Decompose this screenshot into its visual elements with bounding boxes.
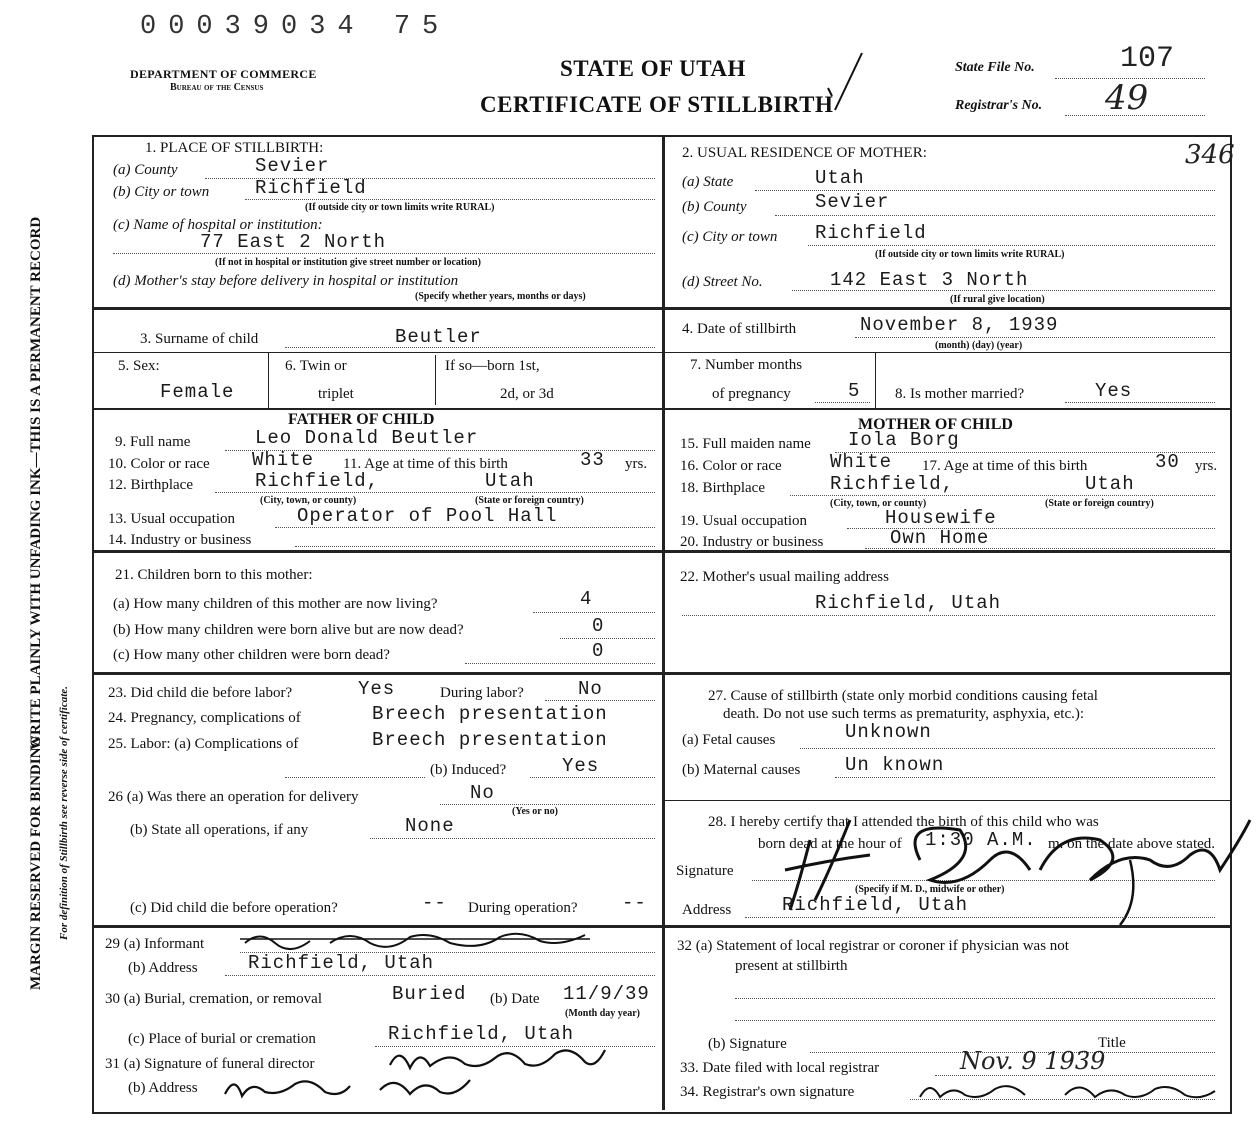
father-heading: FATHER OF CHILD	[288, 411, 435, 428]
stay-label: (d) Mother's stay before delivery in hospital or institution	[113, 273, 459, 289]
registrar-own-sig-label: 34. Registrar's own signature	[680, 1084, 855, 1100]
married-label: 8. Is mother married?	[895, 386, 1025, 402]
months-value: 5	[848, 380, 861, 402]
father-age-label: 11. Age at time of this birth	[343, 456, 508, 472]
registrar-number-label: Registrar's No.	[955, 98, 1043, 113]
res-city-note: (If outside city or town limits write RURAL)	[875, 249, 1065, 260]
father-birthplace-state: Utah	[485, 470, 535, 492]
director-address-label: (b) Address	[128, 1080, 198, 1096]
father-name-value: Leo Donald Beutler	[255, 427, 479, 449]
dead-value: 0	[592, 615, 605, 637]
father-birthplace-city: Richfield,	[255, 470, 380, 492]
surname-label: 3. Surname of child	[140, 331, 259, 347]
mailing-label: 22. Mother's usual mailing address	[680, 569, 889, 585]
burial-date-value: 11/9/39	[563, 983, 650, 1005]
certify-signature-note: (Specify if M. D., midwife or other)	[855, 884, 1005, 895]
mother-birthplace-note-a: (City, town, or county)	[830, 498, 927, 509]
registrar-signature-label: (b) Signature	[708, 1036, 787, 1052]
department-name: DEPARTMENT OF COMMERCE	[130, 67, 317, 81]
father-occupation-value: Operator of Pool Hall	[297, 505, 558, 527]
father-race-value: White	[252, 449, 315, 471]
hospital-note: (If not in hospital or institution give street number or location)	[215, 257, 481, 268]
maternal-value: Un known	[845, 754, 945, 776]
header-pen-stroke	[820, 48, 870, 118]
serial-number: 00039034 75	[140, 12, 451, 42]
director-address-handwriting	[220, 1068, 480, 1104]
during-op-label: During operation?	[468, 900, 578, 916]
corner-number: 346	[1185, 140, 1235, 170]
res-street-label: (d) Street No.	[682, 274, 763, 290]
operation-value: No	[470, 782, 495, 804]
res-county-value: Sevier	[815, 191, 890, 213]
date-filed-value: Nov. 9 1939	[960, 1047, 1106, 1075]
living-label: (a) How many children of this mother are now living?	[113, 596, 438, 612]
mother-name-value: Iola Borg	[848, 429, 960, 451]
mother-birthplace-note-b: (State or foreign country)	[1045, 498, 1154, 509]
certify-address-value: Richfield, Utah	[782, 894, 969, 916]
burial-label: 30 (a) Burial, cremation, or removal	[105, 991, 323, 1007]
stillborn-label: (c) How many other children were born dead?	[113, 647, 390, 663]
fetal-label: (a) Fetal causes	[682, 732, 776, 748]
res-street-value: 142 East 3 North	[830, 269, 1029, 291]
burial-value: Buried	[392, 983, 467, 1005]
dead-label: (b) How many children were born alive but are now dead?	[113, 622, 464, 638]
father-age-unit: yrs.	[625, 456, 648, 472]
bureau-name: Bureau of the Census	[170, 82, 264, 93]
director-label: 31 (a) Signature of funeral director	[105, 1056, 315, 1072]
margin-ink-text: WRITE PLAINLY WITH UNFADING INK—THIS IS A PERMANENT RECORD	[28, 216, 44, 750]
informant-address-value: Richfield, Utah	[248, 952, 435, 974]
mailing-value: Richfield, Utah	[815, 592, 1002, 614]
during-labor-label: During labor?	[440, 685, 524, 701]
certify-address-label: Address	[682, 902, 732, 918]
before-op-value: --	[422, 892, 447, 914]
city-note: (If outside city or town limits write RURAL)	[305, 202, 495, 213]
induced-label: (b) Induced?	[430, 762, 507, 778]
operations-value: None	[405, 815, 455, 837]
maternal-label: (b) Maternal causes	[682, 762, 801, 778]
mother-industry-label: 20. Industry or business	[680, 534, 824, 550]
sex-value: Female	[160, 381, 235, 403]
burial-place-value: Richfield, Utah	[388, 1023, 575, 1045]
mother-occupation-value: Housewife	[885, 507, 997, 529]
cause-heading-a: 27. Cause of stillbirth (state only morbid conditions causing fetal	[708, 688, 1098, 704]
hospital-value: 77 East 2 North	[200, 231, 387, 253]
state-title: STATE OF UTAH	[560, 56, 746, 81]
res-city-label: (c) City or town	[682, 229, 778, 245]
cause-heading-b: death. Do not use such terms as prematurity, asphyxia, etc.):	[723, 706, 1085, 722]
res-county-label: (b) County	[682, 199, 747, 215]
yes-or-no-note: (Yes or no)	[512, 806, 558, 817]
mother-name-label: 15. Full maiden name	[680, 436, 811, 452]
pregnancy-label: 24. Pregnancy, complications of	[108, 710, 301, 726]
informant-label: 29 (a) Informant	[105, 936, 205, 952]
twin-label-a: 6. Twin or	[285, 358, 347, 374]
induced-value: Yes	[562, 755, 600, 777]
born-label-a: If so—born 1st,	[445, 358, 540, 374]
registrar-signature	[915, 1075, 1225, 1105]
stay-note: (Specify whether years, months or days)	[415, 291, 586, 302]
certify-text-b: born dead at the hour of	[758, 836, 902, 852]
father-race-label: 10. Color or race	[108, 456, 210, 472]
during-op-value: --	[622, 892, 647, 914]
informant-signature	[240, 925, 600, 955]
res-city-value: Richfield	[815, 222, 927, 244]
burial-date-label: (b) Date	[490, 991, 540, 1007]
sex-label: 5. Sex:	[118, 358, 160, 374]
pregnancy-value: Breech presentation	[372, 703, 608, 725]
children-heading: 21. Children born to this mother:	[115, 567, 313, 583]
date-value: November 8, 1939	[860, 314, 1059, 336]
twin-label-b: triplet	[318, 386, 354, 402]
operation-label: 26 (a) Was there an operation for delivery	[108, 789, 359, 805]
county-value: Sevier	[255, 155, 330, 177]
date-filed-label: 33. Date filed with local registrar	[680, 1060, 880, 1076]
place-heading: 1. PLACE OF STILLBIRTH:	[145, 140, 324, 156]
father-occupation-label: 13. Usual occupation	[108, 511, 236, 527]
surname-value: Beutler	[395, 326, 482, 348]
county-label: (a) County	[113, 162, 178, 178]
mother-heading: MOTHER OF CHILD	[858, 416, 1013, 433]
mother-birthplace-label: 18. Birthplace	[680, 480, 765, 496]
during-labor-value: No	[578, 678, 603, 700]
operations-label: (b) State all operations, if any	[130, 822, 309, 838]
burial-date-note: (Month day year)	[565, 1008, 640, 1019]
hospital-label: (c) Name of hospital or institution:	[113, 217, 323, 233]
before-op-label: (c) Did child die before operation?	[130, 900, 338, 916]
res-street-note: (If rural give location)	[950, 294, 1045, 305]
certificate-title: CERTIFICATE OF STILLBIRTH	[480, 92, 834, 117]
father-industry-label: 14. Industry or business	[108, 532, 252, 548]
mother-birthplace-city: Richfield,	[830, 473, 955, 495]
informant-address-label: (b) Address	[128, 960, 198, 976]
state-file-label: State File No.	[955, 60, 1035, 75]
mother-industry-value: Own Home	[890, 527, 990, 549]
mother-occupation-label: 19. Usual occupation	[680, 513, 808, 529]
registrar-statement-b: present at stillbirth	[735, 958, 848, 974]
living-value: 4	[580, 588, 593, 610]
mother-age-unit: yrs.	[1195, 458, 1218, 474]
father-birthplace-label: 12. Birthplace	[108, 477, 193, 493]
margin-binding-text: MARGIN RESERVED FOR BINDING	[28, 735, 44, 990]
father-age-value: 33	[580, 449, 605, 471]
registrar-statement-a: 32 (a) Statement of local registrar or coroner if physician was not	[677, 938, 1069, 954]
father-name-label: 9. Full name	[115, 434, 191, 450]
city-value: Richfield	[255, 177, 367, 199]
residence-heading: 2. USUAL RESIDENCE OF MOTHER:	[682, 145, 927, 161]
before-labor-label: 23. Did child die before labor?	[108, 685, 293, 701]
mother-age-value: 30	[1155, 451, 1180, 473]
months-label-b: of pregnancy	[712, 386, 791, 402]
mother-birthplace-state: Utah	[1085, 473, 1135, 495]
labor-value: Breech presentation	[372, 729, 608, 751]
res-state-label: (a) State	[682, 174, 734, 190]
registrar-title-label: Title	[1098, 1035, 1126, 1051]
mother-age-label: 17. Age at time of this birth	[922, 458, 1088, 474]
labor-label: 25. Labor: (a) Complications of	[108, 736, 299, 752]
fetal-value: Unknown	[845, 721, 932, 743]
before-labor-value: Yes	[358, 678, 396, 700]
months-label-a: 7. Number months	[690, 357, 803, 373]
father-birthplace-note-b: (State or foreign country)	[475, 495, 584, 506]
mother-race-label: 16. Color or race	[680, 458, 782, 474]
margin-definition-note: For definition of Stillbirth see reverse side of certificate.	[58, 686, 70, 940]
certify-text-c: m. on the date above stated.	[1048, 836, 1216, 852]
registrar-number: 49	[1105, 78, 1149, 118]
married-value: Yes	[1095, 380, 1133, 402]
certify-hour-value: 1:30 A.M.	[925, 829, 1037, 851]
mother-race-value: White	[830, 451, 893, 473]
burial-place-label: (c) Place of burial or cremation	[128, 1031, 316, 1047]
father-birthplace-note-a: (City, town, or county)	[260, 495, 357, 506]
res-state-value: Utah	[815, 167, 865, 189]
date-note: (month) (day) (year)	[935, 340, 1023, 351]
certify-text-a: 28. I hereby certify that I attended the birth of this child who was	[708, 814, 1099, 830]
born-label-b: 2d, or 3d	[500, 386, 554, 402]
certify-signature-label: Signature	[676, 863, 734, 879]
stillborn-value: 0	[592, 640, 605, 662]
date-label: 4. Date of stillbirth	[682, 321, 797, 337]
city-label: (b) City or town	[113, 184, 210, 200]
state-file-number: 107	[1120, 42, 1175, 76]
